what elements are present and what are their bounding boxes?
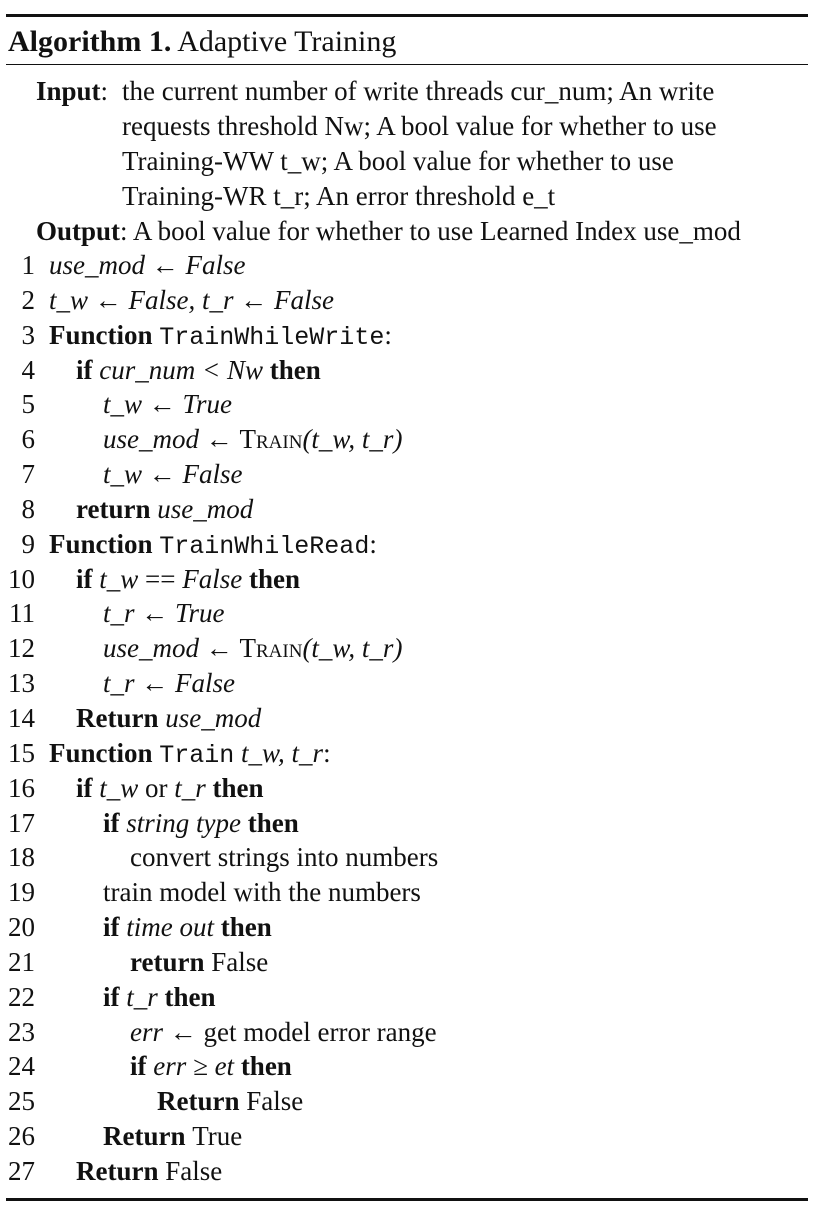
line-code (103, 457, 243, 492)
line-number: 24 (8, 1051, 35, 1082)
algorithm-line-13 (0, 666, 815, 701)
line-number: 16 (8, 772, 35, 803)
line-code (103, 806, 299, 841)
code-token: if (76, 772, 100, 803)
line-number: 20 (8, 912, 35, 943)
line-number: 15 (8, 737, 35, 768)
line-code (49, 248, 245, 283)
algorithm-label: Algorithm 1. (8, 25, 172, 58)
input-line-1: the current number of write threads cur_num; An write (122, 76, 715, 106)
code-token: t_r (126, 981, 158, 1012)
code-token: get model error range (203, 1016, 437, 1047)
line-code (157, 1084, 303, 1119)
input-label: Input (36, 76, 101, 106)
code-token: Train (239, 424, 303, 455)
line-number: 13 (8, 668, 35, 699)
code-token: Function (49, 319, 160, 350)
line-number: 21 (8, 946, 35, 977)
code-token: string type (126, 807, 241, 838)
line-number: 25 (8, 1086, 35, 1117)
code-token: False (211, 946, 269, 977)
bottom-rule (6, 1198, 808, 1201)
algorithm-caption (8, 24, 396, 60)
code-token: Return (76, 702, 166, 733)
code-token: then (214, 912, 272, 943)
algorithm-line-4 (0, 353, 815, 388)
algorithm-line-7 (0, 457, 815, 492)
algorithm-line-16 (0, 771, 815, 806)
input-block: Input: (36, 76, 109, 106)
code-token: or (138, 772, 175, 803)
code-token: use_mod ← (103, 424, 240, 455)
code-token: : (369, 528, 377, 559)
code-token: Train (159, 740, 235, 770)
algorithm-line-14 (0, 701, 815, 736)
line-code (76, 771, 264, 806)
code-token: (t_w, t_r) (302, 424, 403, 455)
line-number: 17 (8, 807, 35, 838)
code-token: convert strings into numbers (130, 842, 439, 873)
line-code (130, 1015, 437, 1050)
line-code (130, 840, 438, 875)
code-token: Return (76, 1155, 166, 1186)
line-number: 11 (9, 598, 35, 629)
line-code (130, 1049, 292, 1084)
algorithm-line-3 (0, 318, 815, 353)
code-token: use_mod (165, 702, 262, 733)
algorithm-line-5 (0, 387, 815, 422)
line-code (103, 666, 235, 701)
algorithm-line-8 (0, 492, 815, 527)
line-number: 10 (8, 563, 35, 594)
output-text: A bool value for whether to use Learned Index use_mod (132, 216, 741, 246)
code-token: Function (49, 737, 160, 768)
line-code (103, 910, 272, 945)
line-code (49, 736, 331, 774)
output-block: Output: A bool value for whether to use Learned Index use_mod (36, 216, 741, 246)
line-number: 6 (21, 424, 35, 455)
line-code (76, 562, 300, 597)
code-token: False (246, 1086, 304, 1117)
code-token: == (138, 563, 183, 594)
line-code (103, 1119, 242, 1154)
line-number: 14 (8, 702, 35, 733)
code-token: t_w ← False, t_r ← False (49, 284, 334, 315)
output-label: Output (36, 216, 121, 246)
code-token: then (157, 981, 216, 1012)
code-token: t_r ← True (103, 598, 225, 629)
code-token: then (234, 1051, 292, 1082)
code-token: TrainWhileWrite (159, 322, 385, 352)
code-token: then (205, 772, 264, 803)
line-number: 12 (8, 633, 35, 664)
line-code (49, 318, 392, 356)
code-token: err ≥ et (153, 1051, 235, 1082)
code-token: time out (126, 912, 214, 943)
code-token: return (76, 493, 158, 524)
input-line-3: Training-WW t_w; A bool value for whether to use (122, 146, 674, 176)
line-number: 9 (21, 528, 35, 559)
code-token: True (192, 1121, 243, 1152)
code-token: then (241, 807, 299, 838)
input-line-4: Training-WR t_r; An error threshold e_t (122, 181, 556, 211)
code-token: t_w ← True (103, 389, 233, 420)
code-token: t_w ← False (103, 459, 243, 490)
code-token: t_w (99, 563, 139, 594)
code-token: Return (103, 1121, 193, 1152)
algorithm-line-10 (0, 562, 815, 597)
line-number: 23 (8, 1016, 35, 1047)
code-token: Train (239, 633, 303, 664)
code-token: train model with the numbers (103, 877, 421, 908)
line-code (103, 631, 402, 666)
line-number: 27 (8, 1155, 35, 1186)
line-number: 4 (21, 354, 35, 385)
algorithm-line-21 (0, 945, 815, 980)
code-token: if (76, 354, 100, 385)
code-token: use_mod ← (103, 633, 240, 664)
code-token: return (130, 946, 212, 977)
line-number: 8 (21, 493, 35, 524)
line-number: 1 (21, 250, 35, 280)
top-rule (6, 14, 808, 17)
code-token: (t_w, t_r) (302, 633, 403, 664)
line-code (76, 353, 321, 388)
caption-rule (6, 64, 808, 65)
code-token: use_mod ← False (49, 250, 246, 280)
line-number: 26 (8, 1121, 35, 1152)
code-token: Return (157, 1086, 247, 1117)
code-token: if (76, 563, 100, 594)
algorithm-line-25 (0, 1084, 815, 1119)
code-token: use_mod (157, 493, 254, 524)
algorithm-line-20 (0, 910, 815, 945)
algorithm-line-15 (0, 736, 815, 771)
line-code (76, 1154, 222, 1189)
input-line-2: requests threshold Nw; A bool value for whether to use (122, 111, 717, 141)
algorithm-line-23 (0, 1015, 815, 1050)
algorithm-line-22 (0, 980, 815, 1015)
algorithm-title: Adaptive Training (177, 25, 397, 58)
line-code (49, 527, 377, 565)
algorithm-line-11 (0, 596, 815, 631)
line-number: 5 (21, 389, 35, 420)
line-number: 19 (8, 877, 35, 908)
code-token: : (323, 737, 331, 768)
line-code (76, 701, 261, 736)
code-token: cur_num < Nw (99, 354, 263, 385)
line-number: 3 (21, 319, 35, 350)
code-token: Function (49, 528, 160, 559)
line-number: 18 (8, 842, 35, 873)
code-token: : (384, 319, 392, 350)
line-number: 22 (8, 981, 35, 1012)
algorithm-line-6 (0, 422, 815, 457)
algorithm-line-17 (0, 806, 815, 841)
algorithm-line-18 (0, 840, 815, 875)
algorithm-line-27 (0, 1154, 815, 1189)
algorithm-line-2 (0, 283, 815, 318)
algorithm-lines (0, 248, 815, 1189)
code-token: then (242, 563, 300, 594)
line-code (103, 596, 225, 631)
code-token: if (103, 981, 127, 1012)
code-token: then (262, 354, 321, 385)
algorithm-line-1 (0, 248, 815, 283)
line-code (103, 875, 421, 910)
line-number: 2 (21, 284, 35, 315)
algorithm-line-19 (0, 875, 815, 910)
code-token: if (103, 807, 127, 838)
line-code (103, 422, 402, 457)
code-token: False (182, 563, 243, 594)
algorithm-line-12 (0, 631, 815, 666)
line-number: 7 (21, 459, 35, 490)
code-token: t_r (174, 772, 206, 803)
code-token: t_w (99, 772, 139, 803)
line-code (103, 980, 216, 1015)
code-token: t_w, t_r (234, 737, 324, 768)
code-token: if (103, 912, 127, 943)
line-code (130, 945, 268, 980)
code-token: err ← (130, 1016, 204, 1047)
line-code (103, 387, 232, 422)
line-code (76, 492, 253, 527)
code-token: TrainWhileRead (159, 531, 370, 561)
code-token: t_r ← False (103, 668, 235, 699)
code-token: if (130, 1051, 154, 1082)
algorithm-line-9 (0, 527, 815, 562)
line-code (49, 283, 334, 318)
algorithm-line-26 (0, 1119, 815, 1154)
algorithm-line-24 (0, 1049, 815, 1084)
code-token: False (165, 1155, 223, 1186)
